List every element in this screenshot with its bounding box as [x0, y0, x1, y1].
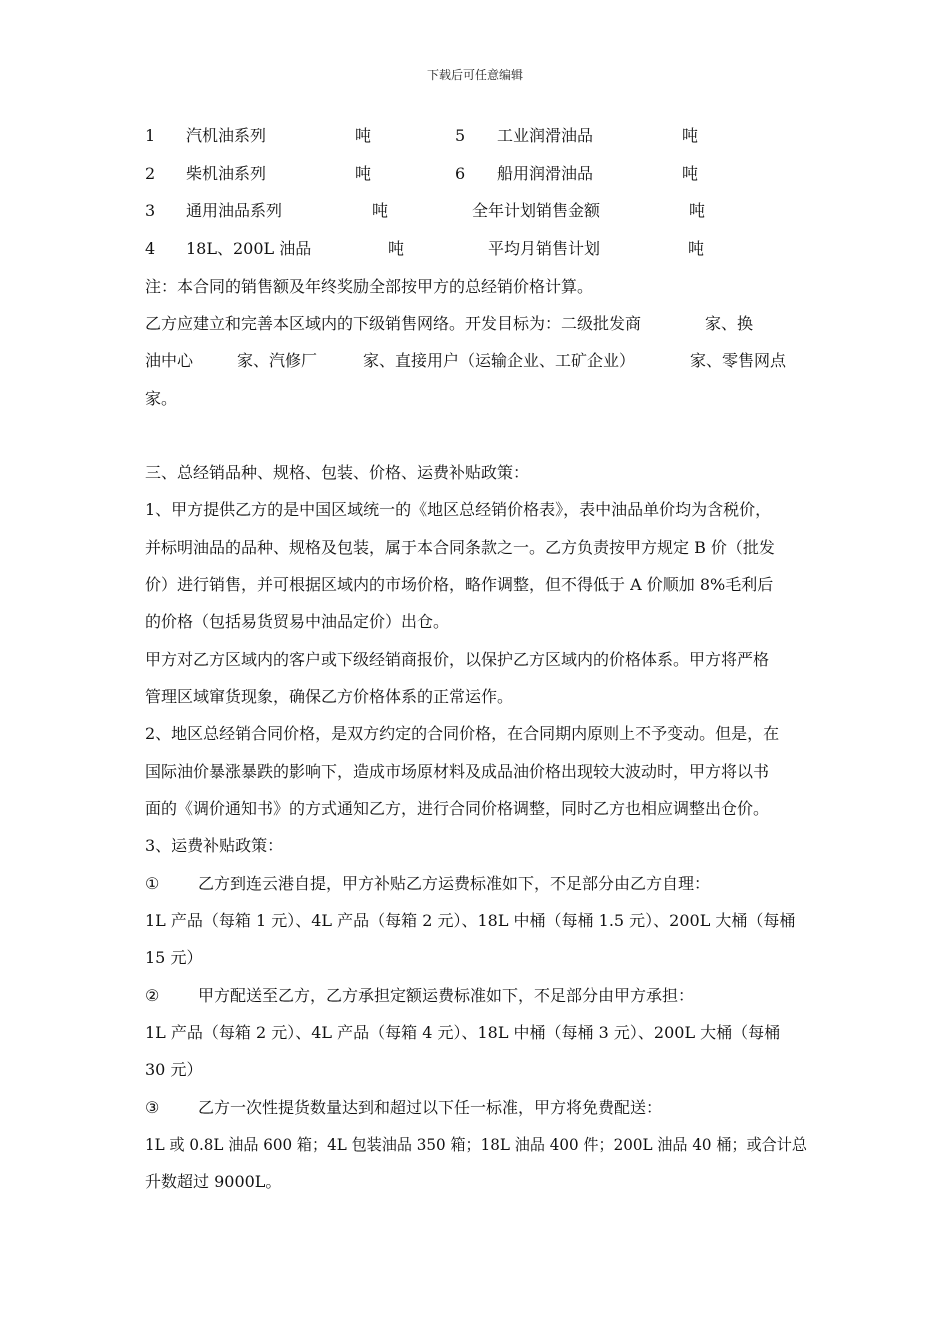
detail-line: 1L 或 0.8L 油品 600 箱；4L 包装油品 350 箱；18L 油品 400 件；200L 油品 40 桶；或合计总: [145, 1135, 808, 1154]
paragraph-line: 甲方对乙方区域内的客户或下级经销商报价，以保护乙方区域内的价格体系。甲方将严格: [145, 650, 770, 669]
list-item-text: 甲方配送至乙方，乙方承担定额运费标准如下，不足部分由甲方承担：: [198, 986, 695, 1005]
list-item-text: 乙方一次性提货数量达到和超过以下任一标准，甲方将免费配送：: [198, 1098, 663, 1117]
network-line: 家。: [145, 389, 178, 408]
row-number: 3: [145, 201, 156, 220]
detail-line: 1L 产品（每箱 1 元）、4L 产品（每箱 2 元）、18L 中桶（每桶 1.5 元）、200L 大桶（每桶: [145, 911, 796, 930]
unit-label: 吨: [689, 201, 706, 220]
detail-line: 30 元）: [145, 1060, 203, 1079]
network-text: 家、零售网点: [690, 351, 787, 370]
unit-label: 吨: [688, 239, 705, 258]
circled-number: ②: [145, 986, 160, 1005]
detail-line: 升数超过 9000L。: [145, 1172, 282, 1191]
unit-label: 吨: [372, 201, 389, 220]
network-text: 油中心: [145, 351, 194, 370]
section-title: 三、总经销品种、规格、包装、价格、运费补贴政策：: [145, 463, 530, 482]
circled-number: ①: [145, 874, 160, 893]
row-number: 5: [455, 126, 466, 145]
row-number: 4: [145, 239, 156, 258]
network-text: 乙方应建立和完善本区域内的下级销售网络。开发目标为：二级批发商: [145, 314, 642, 333]
unit-label: 吨: [682, 126, 699, 145]
paragraph-line: 并标明油品的品种、规格及包装，属于本合同条款之一。乙方负责按甲方规定 B 价（批发: [145, 538, 775, 557]
product-name: 柴机油系列: [186, 164, 267, 183]
paragraph-line: 国际油价暴涨暴跌的影响下，造成市场原材料及成品油价格出现较大波动时，甲方将以书: [145, 762, 770, 781]
row-number: 2: [145, 164, 156, 183]
list-item-text: 乙方到连云港自提，甲方补贴乙方运费标准如下，不足部分由乙方自理：: [198, 874, 711, 893]
product-name: 汽机油系列: [186, 126, 267, 145]
network-text: 家、换: [705, 314, 754, 333]
product-name: 18L、200L 油品: [186, 239, 312, 258]
unit-label: 吨: [682, 164, 699, 183]
row-number: 6: [455, 164, 466, 183]
paragraph-line: 的价格（包括易货贸易中油品定价）出仓。: [145, 612, 450, 631]
paragraph-line: 1、甲方提供乙方的是中国区域统一的《地区总经销价格表》，表中油品单价均为含税价，: [145, 500, 772, 519]
paragraph-line: 价）进行销售，并可根据区域内的市场价格，略作调整，但不得低于 A 价顺加 8%毛利后: [145, 575, 774, 594]
circled-number: ③: [145, 1098, 160, 1117]
product-name: 工业润滑油品: [497, 126, 594, 145]
product-name: 船用润滑油品: [497, 164, 594, 183]
detail-line: 15 元）: [145, 948, 203, 967]
summary-label: 全年计划销售金额: [472, 201, 601, 220]
network-text: 家、汽修厂: [237, 351, 318, 370]
detail-line: 1L 产品（每箱 2 元）、4L 产品（每箱 4 元）、18L 中桶（每桶 3 元）、200L 大桶（每桶: [145, 1023, 781, 1042]
unit-label: 吨: [355, 126, 372, 145]
page-header: 下载后可任意编辑: [426, 68, 523, 82]
summary-label: 平均月销售计划: [488, 239, 601, 258]
unit-label: 吨: [388, 239, 405, 258]
product-name: 通用油品系列: [186, 201, 283, 220]
pricing-note: 注：本合同的销售额及年终奖励全部按甲方的总经销价格计算。: [145, 277, 594, 296]
paragraph-line: 管理区域窜货现象，确保乙方价格体系的正常运作。: [145, 687, 514, 706]
subsection-title: 3、运费补贴政策：: [145, 836, 284, 855]
unit-label: 吨: [355, 164, 372, 183]
paragraph-line: 2、地区总经销合同价格，是双方约定的合同价格，在合同期内原则上不予变动。但是，在: [145, 724, 780, 743]
row-number: 1: [145, 126, 156, 145]
paragraph-line: 面的《调价通知书》的方式通知乙方，进行合同价格调整，同时乙方也相应调整出仓价。: [145, 799, 770, 818]
network-line: [145, 314, 754, 334]
network-text: 家、直接用户（运输企业、工矿企业）: [363, 351, 636, 370]
